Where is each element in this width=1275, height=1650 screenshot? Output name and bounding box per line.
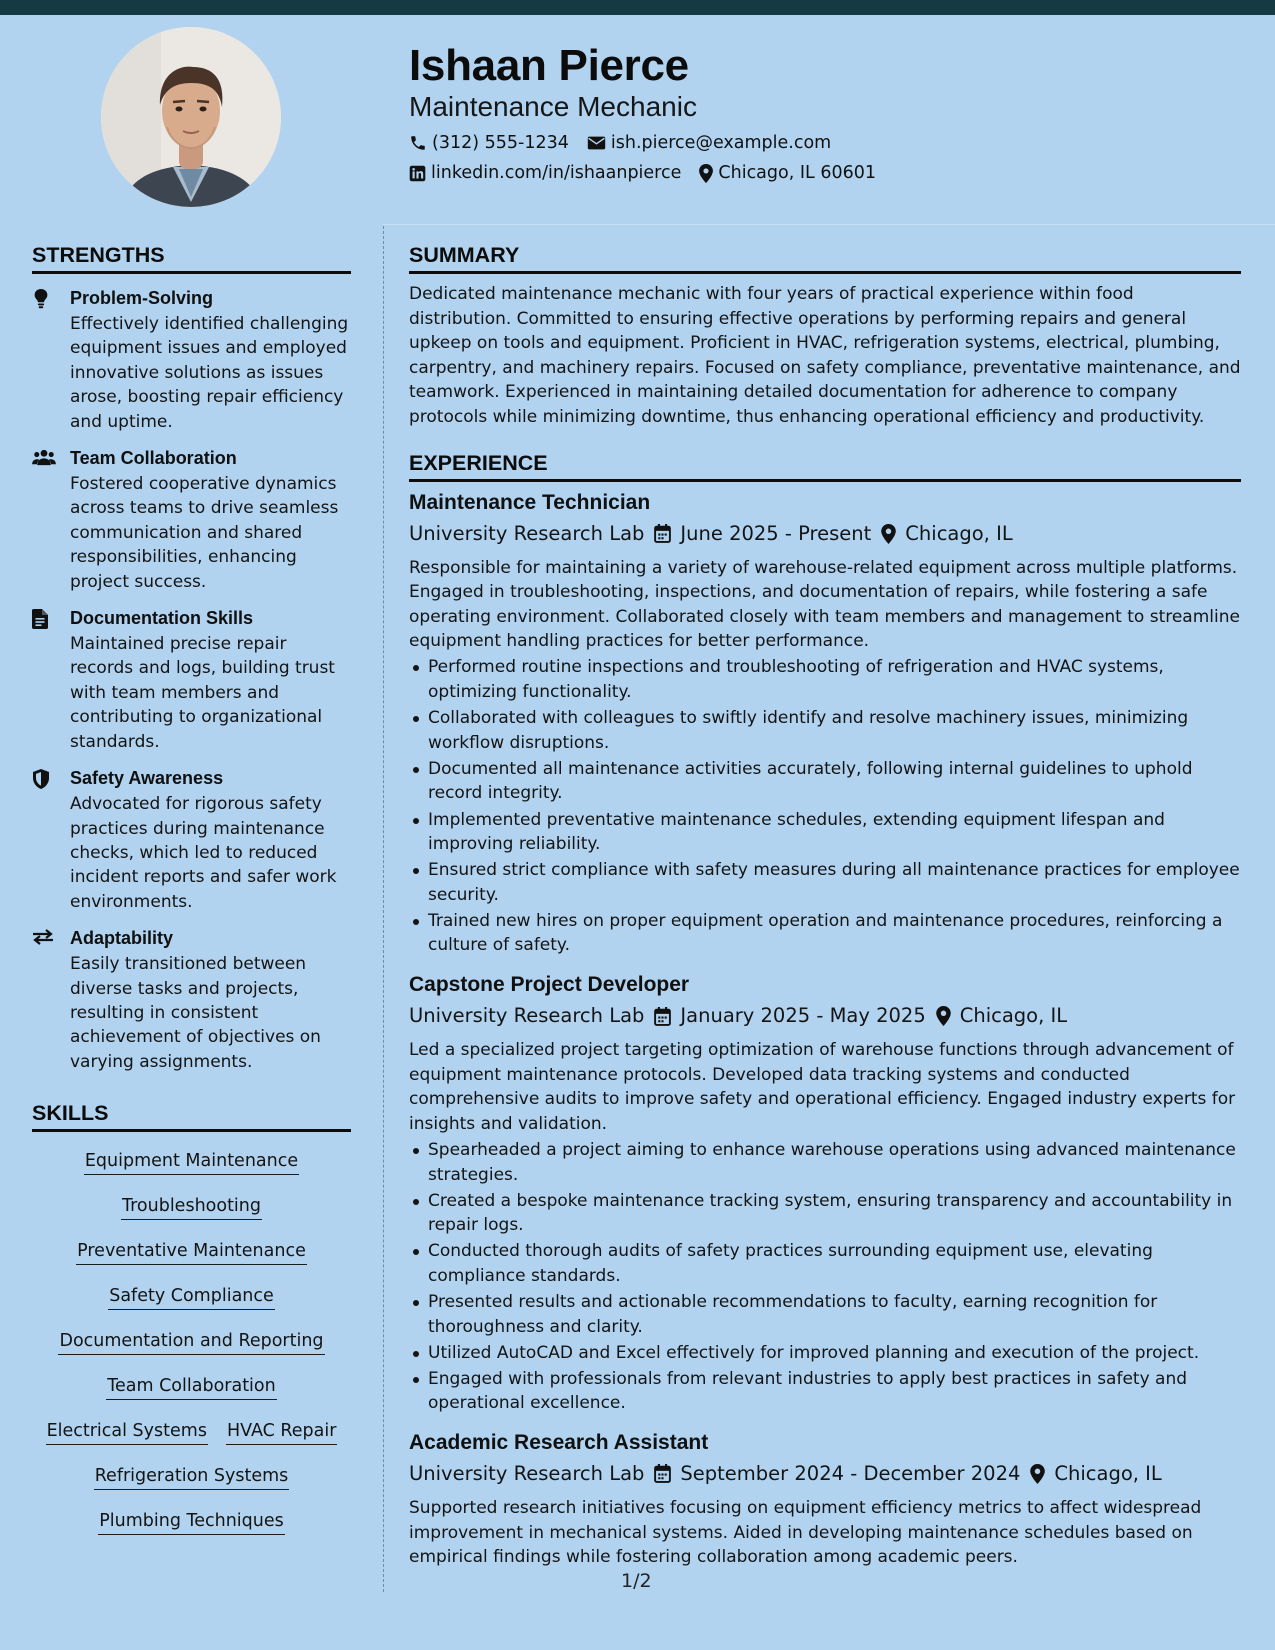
skill-tag: Plumbing Techniques: [98, 1509, 285, 1535]
job-bullet: Documented all maintenance activities accurately, following internal guidelines to uphold record integrity.: [428, 757, 1241, 806]
strength-desc: Fostered cooperative dynamics across teams to drive seamless communication and shared responsibilities, enhancing project success.: [70, 474, 339, 592]
job-location: Chicago, IL: [959, 1004, 1068, 1028]
job-dates: September 2024 - December 2024: [680, 1461, 1021, 1485]
job-description: Led a specialized project targeting optimization of warehouse functions through advancement of equipment maintenance protocols. Developed data tracking systems and conducted comprehensive audits to improve safety and operational efficiency. Engaged industry experts for insights and validation.: [409, 1040, 1236, 1134]
job-bullet: Collaborated with colleagues to swiftly identify and resolve machinery issues, minimizing workflow disruptions.: [428, 706, 1241, 755]
skills-list: [32, 1140, 351, 1545]
linkedin-icon: [409, 165, 426, 182]
skill-tag: HVAC Repair: [226, 1419, 338, 1445]
email-text: ish.pierce@example.com: [610, 133, 832, 153]
job-dates: June 2025 - Present: [680, 521, 872, 545]
job-bullets: [409, 655, 1241, 958]
map-pin-icon: [699, 164, 713, 183]
job-bullet: Engaged with professionals from relevant industries to apply best practices in safety and operational excellence.: [428, 1367, 1241, 1416]
skill-tag: Safety Compliance: [108, 1284, 275, 1310]
skill-tag: Preventative Maintenance: [76, 1239, 307, 1265]
skill-tag: Documentation and Reporting: [58, 1329, 324, 1355]
contact-row-1: [409, 130, 1249, 156]
job-entry: [409, 1430, 1241, 1570]
job-meta: [409, 521, 1241, 547]
strength-name: Safety Awareness: [70, 768, 224, 789]
skills-heading: SKILLS: [32, 1100, 351, 1132]
job-description: Supported research initiatives focusing on equipment efficiency metrics to affect widespread improvement in mechanical systems. Aided in developing maintenance schedules based on empirical findings while fostering collaboration among academic peers.: [409, 1497, 1202, 1568]
email-contact[interactable]: [587, 133, 831, 153]
job-title: Academic Research Assistant: [409, 1430, 709, 1454]
strength-name: Adaptability: [70, 928, 174, 949]
header-divider: [383, 224, 1275, 225]
strength-desc: Maintained precise repair records and logs, building trust with team members and contributing to organizational standards.: [70, 634, 335, 752]
strength-item: [32, 767, 351, 914]
strength-desc: Effectively identified challenging equipment issues and employed innovative solutions as issues arose, boosting repair efficiency and uptime.: [70, 314, 349, 432]
candidate-name: Ishaan Pierce: [409, 41, 689, 90]
strength-name: Problem-Solving: [70, 288, 214, 308]
exchange-arrows-icon: [32, 929, 54, 945]
map-pin-icon: [881, 524, 896, 544]
lightbulb-icon: [32, 289, 50, 309]
phone-contact[interactable]: [409, 133, 569, 153]
job-location: Chicago, IL: [1054, 1461, 1162, 1485]
job-meta: [409, 1461, 1241, 1487]
job-organization: University Research Lab: [409, 521, 645, 545]
job-bullet: Conducted thorough audits of safety practices surrounding equipment use, elevating compliance standards.: [428, 1239, 1241, 1288]
job-title: Capstone Project Developer: [409, 973, 690, 997]
calendar-icon: [654, 1007, 671, 1026]
skill-tag: Troubleshooting: [121, 1194, 262, 1220]
map-pin-icon: [1030, 1464, 1045, 1484]
job-entry: [409, 972, 1241, 1416]
job-entry: [409, 490, 1241, 959]
skill-tag: Refrigeration Systems: [94, 1464, 290, 1490]
job-bullet: Presented results and actionable recommendations to faculty, earning recognition for thoroughness and clarity.: [428, 1290, 1241, 1339]
job-dates: January 2025 - May 2025: [680, 1004, 926, 1028]
phone-icon: [409, 134, 427, 152]
skill-tag: Electrical Systems: [46, 1419, 208, 1445]
users-icon: [32, 449, 56, 466]
right-column: [409, 242, 1241, 1570]
strength-item: [32, 447, 351, 594]
strength-item: [32, 927, 351, 1074]
strength-desc: Advocated for rigorous safety practices during maintenance checks, which led to reduced incident reports and safer work environments.: [70, 794, 337, 912]
phone-text: (312) 555-1234: [432, 133, 569, 153]
contact-row-2: [409, 160, 1249, 186]
job-bullet: Ensured strict compliance with safety measures during all maintenance practices for employee security.: [428, 858, 1241, 907]
strength-desc: Easily transitioned between diverse tasks and projects, resulting in consistent achievement of objectives on varying assignments.: [70, 954, 321, 1072]
candidate-title: Maintenance Mechanic: [409, 91, 697, 122]
top-accent-bar: [0, 0, 1275, 15]
job-description: Responsible for maintaining a variety of warehouse-related equipment across multiple platforms. Engaged in troubleshooting, inspections, and documentation of repairs, while fostering a safe operating environment. Collaborated closely with team members and management to streamline equipment handling practices for better performance.: [409, 557, 1240, 652]
shield-icon: [32, 769, 50, 789]
job-bullet: Spearheaded a project aiming to enhance warehouse operations using advanced maintenance strategies.: [428, 1138, 1241, 1187]
page-number: 1/2: [621, 1570, 652, 1592]
skill-tag: Equipment Maintenance: [84, 1149, 299, 1175]
column-divider: [383, 226, 384, 1592]
strength-item: [32, 607, 351, 754]
strengths-heading: STRENGTHS: [32, 242, 351, 274]
resume-header: [409, 40, 1249, 186]
job-organization: University Research Lab: [409, 1461, 645, 1485]
left-column: [32, 242, 351, 1545]
job-bullets: [409, 1138, 1241, 1416]
profile-photo: [101, 27, 281, 207]
calendar-icon: [654, 1464, 671, 1483]
document-icon: [32, 609, 48, 629]
job-bullet: Implemented preventative maintenance schedules, extending equipment lifespan and improving reliability.: [428, 808, 1241, 857]
linkedin-contact[interactable]: [409, 163, 681, 183]
job-organization: University Research Lab: [409, 1004, 645, 1028]
location-text: Chicago, IL 60601: [718, 163, 876, 183]
strength-name: Team Collaboration: [70, 448, 237, 469]
skill-tag: Team Collaboration: [106, 1374, 276, 1400]
calendar-icon: [654, 524, 671, 543]
summary-text: Dedicated maintenance mechanic with four years of practical experience within food distribution. Committed to ensuring effective operations by performing repairs and general upkeep on tools and equipment. Proficient in HVAC, refrigeration systems, electrical, plumbing, carpentry, and machinery repairs. Focused on safety compliance, preventative maintenance, and teamwork. Experienced in maintaining detailed documentation for adherence to company protocols while minimizing downtime, thus enhancing operational efficiency and productivity.: [409, 284, 1241, 427]
linkedin-text: linkedin.com/in/ishaanpierce: [431, 163, 682, 183]
job-bullet: Performed routine inspections and troubleshooting of refrigeration and HVAC systems, optimizing functionality.: [428, 655, 1241, 704]
experience-heading: EXPERIENCE: [409, 450, 1241, 482]
strength-name: Documentation Skills: [70, 608, 254, 629]
experience-list: [409, 490, 1241, 1570]
summary-heading: SUMMARY: [409, 242, 1241, 274]
strength-item: [32, 287, 351, 434]
job-bullet: Trained new hires on proper equipment operation and maintenance procedures, reinforcing a culture of safety.: [428, 909, 1241, 958]
location-contact: [699, 163, 876, 183]
envelope-icon: [587, 135, 606, 151]
job-bullet: Created a bespoke maintenance tracking system, ensuring transparency and accountability in repair logs.: [428, 1189, 1241, 1238]
map-pin-icon: [936, 1006, 951, 1026]
job-bullet: Utilized AutoCAD and Excel effectively for improved planning and execution of the project.: [428, 1341, 1241, 1366]
job-meta: [409, 1003, 1241, 1029]
job-location: Chicago, IL: [905, 521, 1013, 545]
job-title: Maintenance Technician: [409, 490, 651, 514]
